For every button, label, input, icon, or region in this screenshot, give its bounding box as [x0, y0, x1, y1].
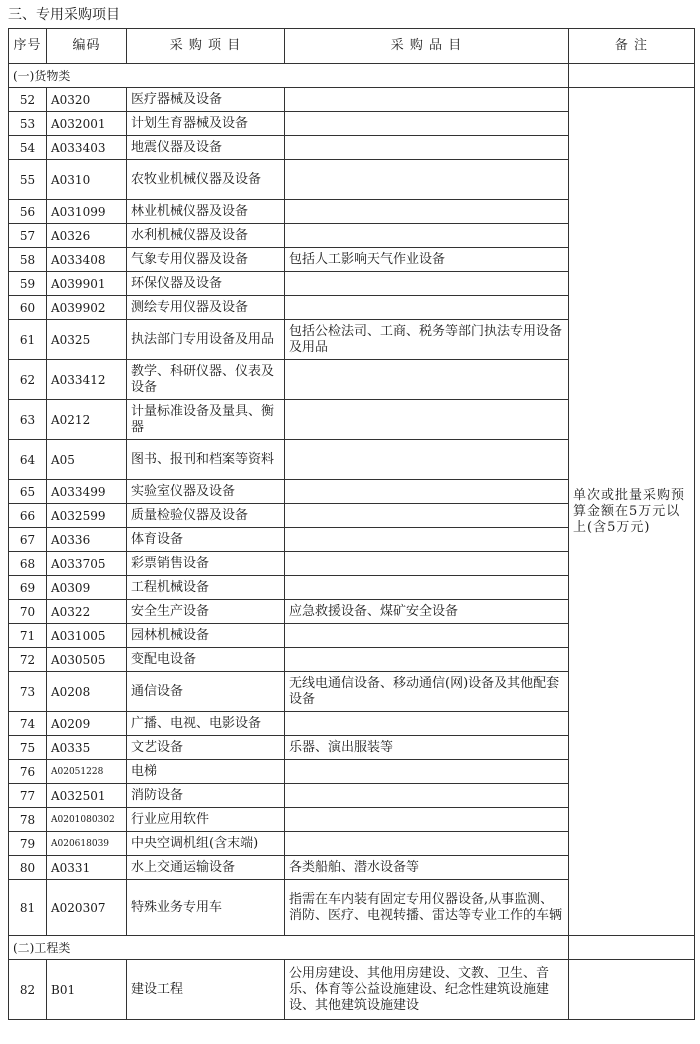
row-item: 林业机械仪器及设备 [127, 200, 285, 224]
row-number: 64 [9, 440, 47, 480]
row-items [285, 272, 569, 296]
row-code: A020307 [47, 880, 127, 936]
row-items [285, 528, 569, 552]
row-items [285, 552, 569, 576]
row-code: A031005 [47, 624, 127, 648]
row-number: 80 [9, 856, 47, 880]
row-item: 消防设备 [127, 784, 285, 808]
row-code: A033412 [47, 360, 127, 400]
row-note [569, 960, 695, 1020]
row-item: 文艺设备 [127, 736, 285, 760]
row-item: 变配电设备 [127, 648, 285, 672]
row-item: 电梯 [127, 760, 285, 784]
row-code: A039902 [47, 296, 127, 320]
row-number: 54 [9, 136, 47, 160]
row-items: 乐器、演出服装等 [285, 736, 569, 760]
row-items: 各类船舶、潜水设备等 [285, 856, 569, 880]
row-items [285, 576, 569, 600]
row-number: 71 [9, 624, 47, 648]
row-number: 57 [9, 224, 47, 248]
row-item: 行业应用软件 [127, 808, 285, 832]
table-row [9, 960, 695, 1020]
row-code: A0325 [47, 320, 127, 360]
row-number: 52 [9, 88, 47, 112]
row-items [285, 360, 569, 400]
row-items: 应急救援设备、煤矿安全设备 [285, 600, 569, 624]
row-number: 53 [9, 112, 47, 136]
row-number: 79 [9, 832, 47, 856]
row-items [285, 440, 569, 480]
row-item: 地震仪器及设备 [127, 136, 285, 160]
row-code: A05 [47, 440, 127, 480]
row-items: 指需在车内装有固定专用仪器设备,从事监测、消防、医疗、电视转播、雷达等专业工作的车辆 [285, 880, 569, 936]
row-number: 74 [9, 712, 47, 736]
row-item: 体育设备 [127, 528, 285, 552]
row-code: A0310 [47, 160, 127, 200]
row-code: A030505 [47, 648, 127, 672]
row-item: 计量标准设备及量具、衡器 [127, 400, 285, 440]
row-item: 实验室仪器及设备 [127, 480, 285, 504]
row-items [285, 160, 569, 200]
row-items: 公用房建设、其他用房建设、文教、卫生、音乐、体育等公益设施建设、纪念性建筑设施建设、其他建筑设施建设 [285, 960, 569, 1020]
row-code: A0335 [47, 736, 127, 760]
row-number: 62 [9, 360, 47, 400]
row-items: 包括人工影响天气作业设备 [285, 248, 569, 272]
row-code: A0208 [47, 672, 127, 712]
row-code: A0326 [47, 224, 127, 248]
row-item: 气象专用仪器及设备 [127, 248, 285, 272]
row-item: 安全生产设备 [127, 600, 285, 624]
row-item: 工程机械设备 [127, 576, 285, 600]
row-number: 69 [9, 576, 47, 600]
row-code: A032501 [47, 784, 127, 808]
row-items [285, 88, 569, 112]
category-note-cell [569, 64, 695, 88]
row-item: 质量检验仪器及设备 [127, 504, 285, 528]
row-item: 图书、报刊和档案等资料 [127, 440, 285, 480]
row-code: A033705 [47, 552, 127, 576]
header-item: 采 购 项 目 [127, 29, 285, 64]
row-item: 建设工程 [127, 960, 285, 1020]
header-row [9, 29, 695, 64]
row-items [285, 712, 569, 736]
row-code: A039901 [47, 272, 127, 296]
row-item: 教学、科研仪器、仪表及设备 [127, 360, 285, 400]
category-note-cell [569, 936, 695, 960]
row-number: 76 [9, 760, 47, 784]
row-number: 59 [9, 272, 47, 296]
category-row-works [9, 936, 695, 960]
procurement-table [8, 28, 695, 1020]
row-items: 无线电通信设备、移动通信(网)设备及其他配套设备 [285, 672, 569, 712]
row-code: A020618039 [47, 832, 127, 856]
table-row [9, 88, 695, 112]
row-item: 执法部门专用设备及用品 [127, 320, 285, 360]
row-number: 81 [9, 880, 47, 936]
row-item: 测绘专用仪器及设备 [127, 296, 285, 320]
row-item: 园林机械设备 [127, 624, 285, 648]
row-items [285, 784, 569, 808]
row-code: A033403 [47, 136, 127, 160]
row-items [285, 296, 569, 320]
row-code: A0322 [47, 600, 127, 624]
row-items [285, 624, 569, 648]
row-code: A0320 [47, 88, 127, 112]
row-items [285, 224, 569, 248]
row-items [285, 200, 569, 224]
row-item: 广播、电视、电影设备 [127, 712, 285, 736]
row-code: A0212 [47, 400, 127, 440]
row-number: 70 [9, 600, 47, 624]
row-items [285, 832, 569, 856]
category-label: (一)货物类 [9, 64, 569, 88]
row-number: 66 [9, 504, 47, 528]
row-number: 58 [9, 248, 47, 272]
row-number: 73 [9, 672, 47, 712]
row-items: 包括公检法司、工商、税务等部门执法专用设备及用品 [285, 320, 569, 360]
row-number: 72 [9, 648, 47, 672]
row-code: A031099 [47, 200, 127, 224]
row-items [285, 504, 569, 528]
row-item: 通信设备 [127, 672, 285, 712]
row-number: 55 [9, 160, 47, 200]
row-item: 医疗器械及设备 [127, 88, 285, 112]
row-items [285, 760, 569, 784]
row-items [285, 112, 569, 136]
row-code: A032599 [47, 504, 127, 528]
row-code: A0336 [47, 528, 127, 552]
row-number: 63 [9, 400, 47, 440]
row-item: 彩票销售设备 [127, 552, 285, 576]
row-item: 环保仪器及设备 [127, 272, 285, 296]
row-number: 77 [9, 784, 47, 808]
row-number: 56 [9, 200, 47, 224]
row-item: 计划生育器械及设备 [127, 112, 285, 136]
header-note: 备 注 [569, 29, 695, 64]
row-code: A02051228 [47, 760, 127, 784]
row-number: 82 [9, 960, 47, 1020]
row-number: 65 [9, 480, 47, 504]
row-code: A032001 [47, 112, 127, 136]
row-item: 特殊业务专用车 [127, 880, 285, 936]
category-row-goods [9, 64, 695, 88]
row-number: 68 [9, 552, 47, 576]
row-items [285, 648, 569, 672]
row-number: 60 [9, 296, 47, 320]
row-code: A0201080302 [47, 808, 127, 832]
row-items [285, 400, 569, 440]
row-item: 水利机械仪器及设备 [127, 224, 285, 248]
table-body [9, 64, 695, 1020]
row-code: A0331 [47, 856, 127, 880]
row-code: A0209 [47, 712, 127, 736]
header-code: 编码 [47, 29, 127, 64]
row-item: 农牧业机械仪器及设备 [127, 160, 285, 200]
row-code: A033499 [47, 480, 127, 504]
row-number: 78 [9, 808, 47, 832]
header-no: 序号 [9, 29, 47, 64]
row-items [285, 136, 569, 160]
row-code: A0309 [47, 576, 127, 600]
row-item: 水上交通运输设备 [127, 856, 285, 880]
category-label: (二)工程类 [9, 936, 569, 960]
row-code: A033408 [47, 248, 127, 272]
row-number: 67 [9, 528, 47, 552]
row-items [285, 480, 569, 504]
section-title: 三、专用采购项目 [8, 7, 120, 23]
row-number: 61 [9, 320, 47, 360]
row-item: 中央空调机组(含末端) [127, 832, 285, 856]
note-cell: 单次或批量采购预算金额在5万元以上(含5万元) [569, 88, 695, 936]
row-number: 75 [9, 736, 47, 760]
row-items [285, 808, 569, 832]
row-code: B01 [47, 960, 127, 1020]
header-items: 采 购 品 目 [285, 29, 569, 64]
